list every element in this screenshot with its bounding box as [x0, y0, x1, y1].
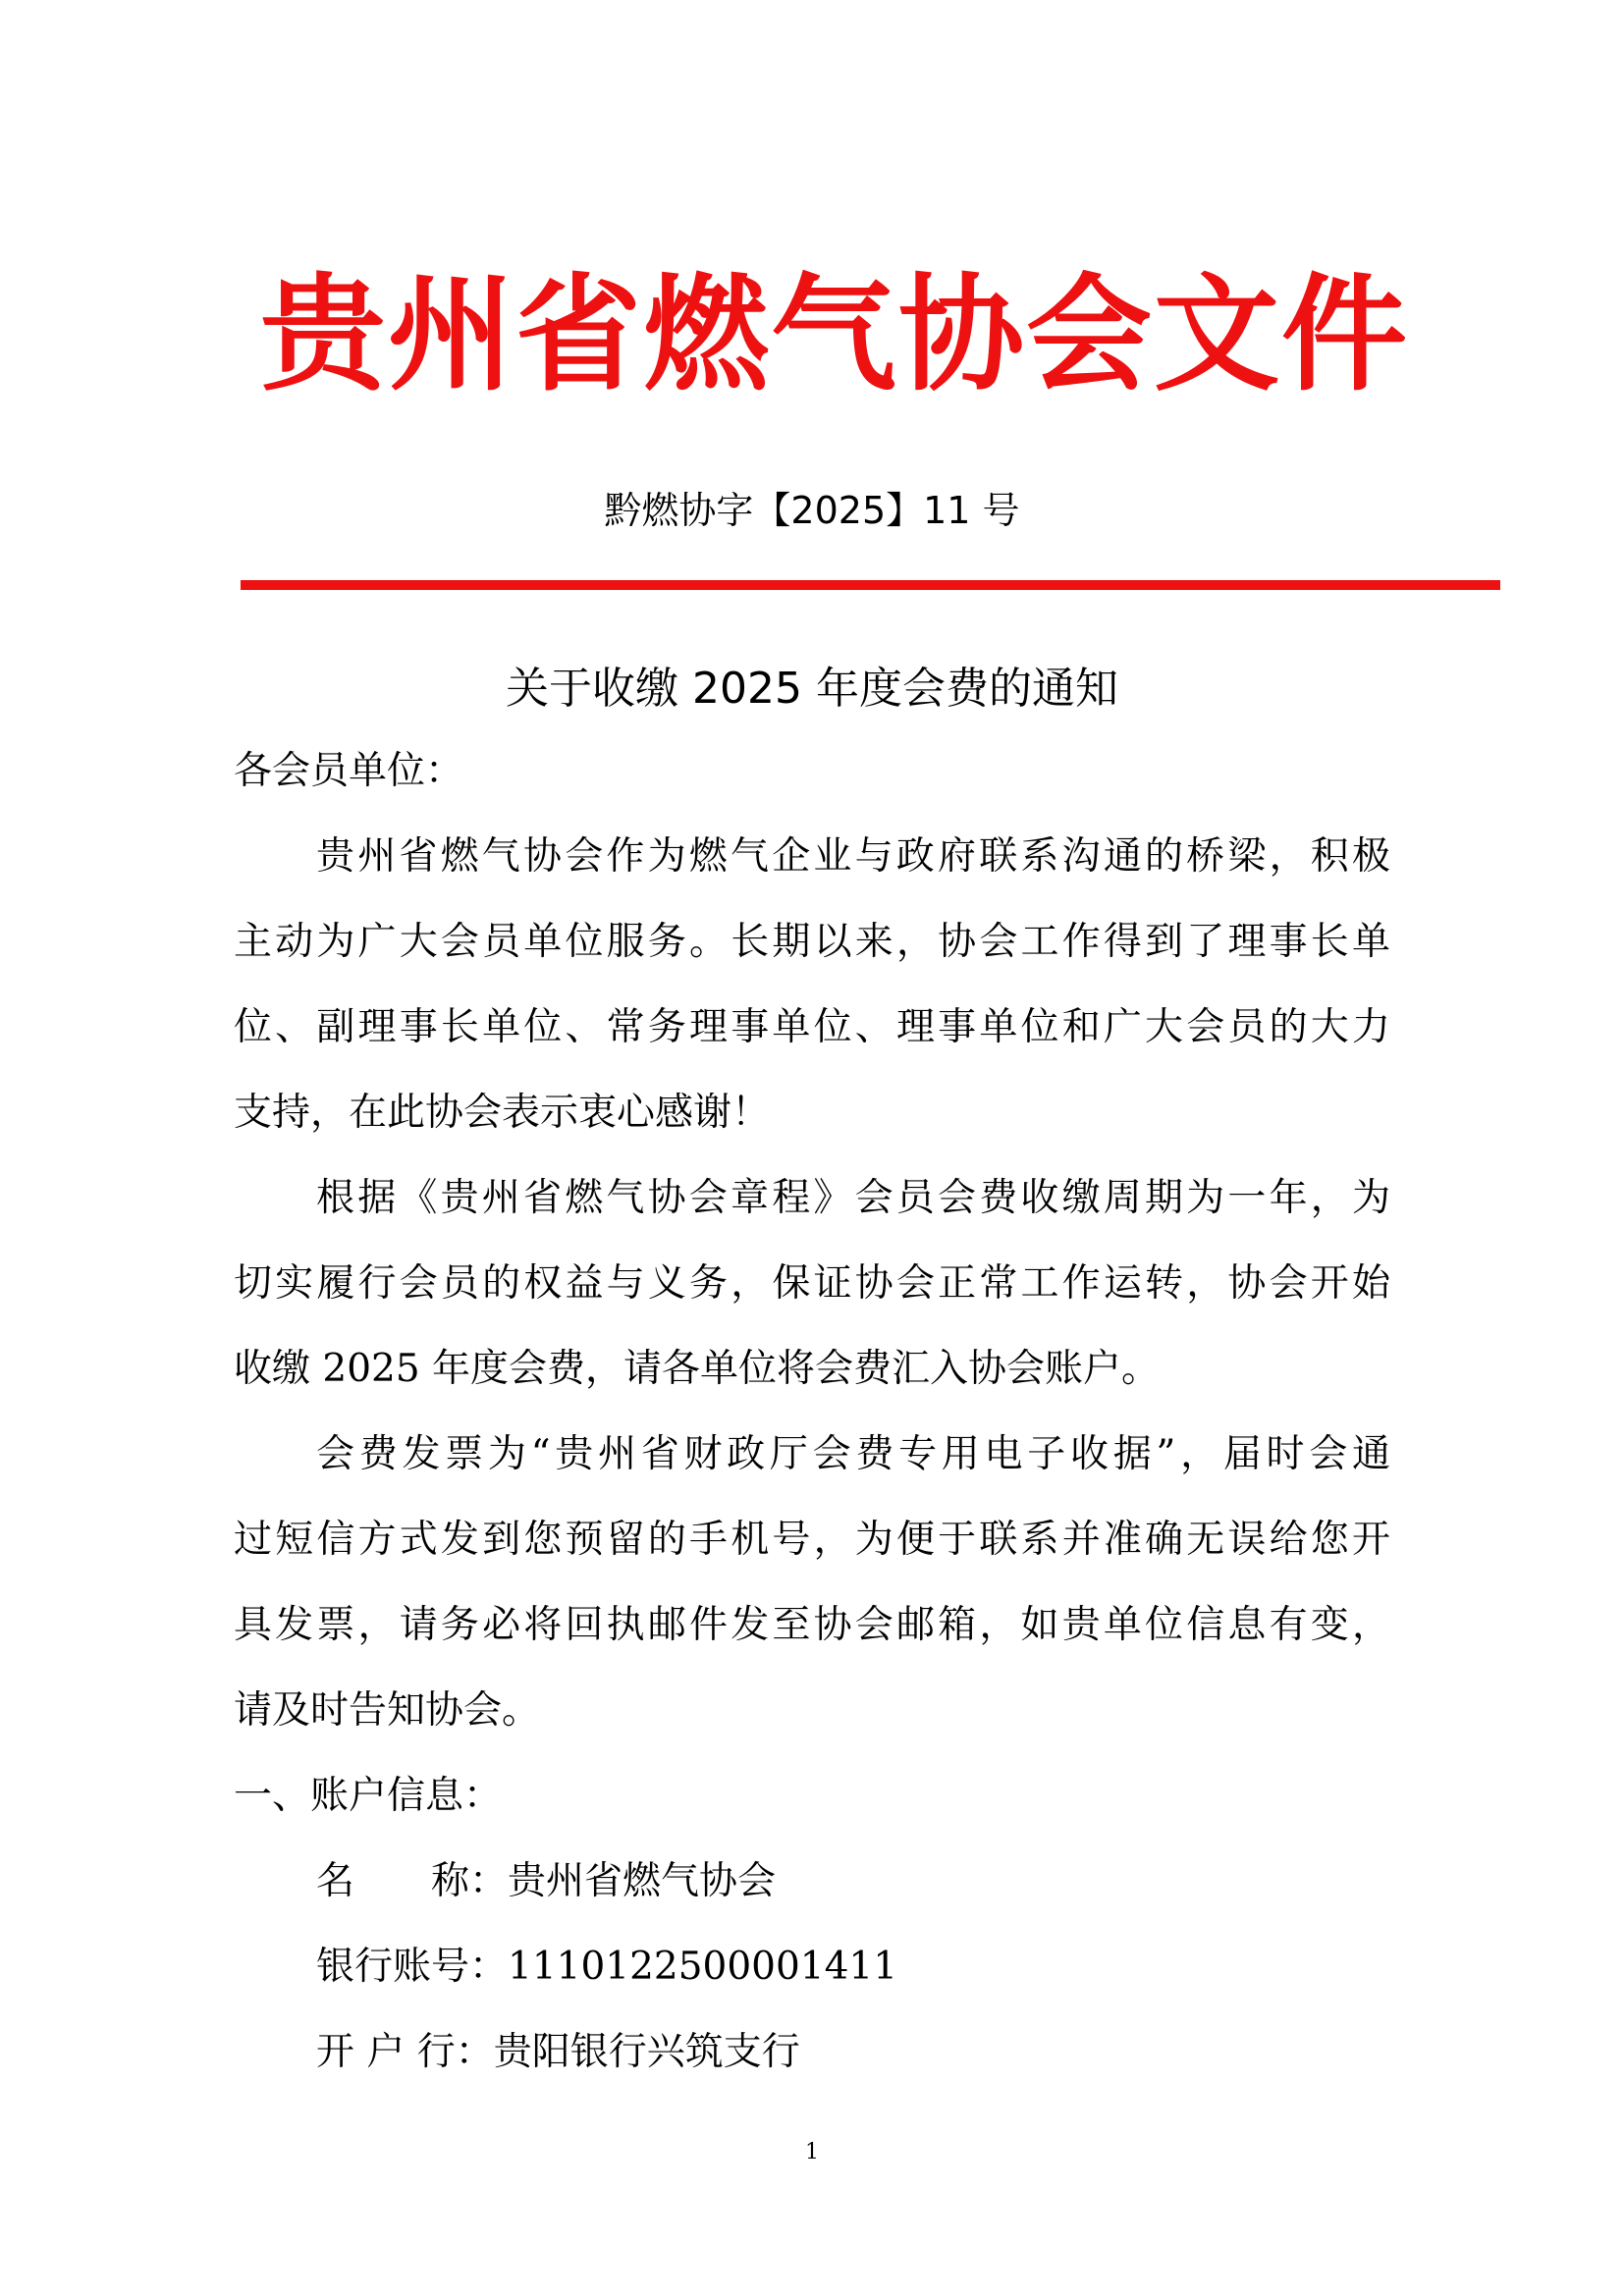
paragraph1-line1: 贵州省燃气协会作为燃气企业与政府联系沟通的桥梁，积极 [316, 834, 1390, 879]
account-name-value: 贵州省燃气协会 [508, 1859, 777, 1903]
account-bank-value: 贵阳银行兴筑支行 [493, 2030, 800, 2074]
account-name-row [316, 1854, 776, 1909]
account-name-label: 名 称： [316, 1859, 509, 1903]
salutation: 各会员单位： [234, 749, 464, 793]
account-number-value: 1110122500001411 [508, 1945, 898, 1989]
paragraph3-line1: 会费发票为“贵州省财政厅会费专用电子收据”，届时会通 [316, 1432, 1390, 1476]
paragraph2-line1: 根据《贵州省燃气协会章程》会员会费收缴周期为一年，为 [316, 1176, 1390, 1220]
section1-heading: 一、账户信息： [234, 1774, 503, 1818]
paragraph3-line4: 请及时告知协会。 [234, 1688, 541, 1733]
paragraph1-line2: 主动为广大会员单位服务。长期以来，协会工作得到了理事长单 [234, 920, 1390, 964]
account-number-row [316, 1940, 897, 1995]
masthead-title: 贵州省燃气协会文件 [259, 262, 1409, 408]
paragraph1-line3: 位、副理事长单位、常务理事单位、理事单位和广大会员的大力 [234, 1005, 1390, 1049]
paragraph2-line3: 收缴 2025 年度会费，请各单位将会费汇入协会账户。 [234, 1347, 1161, 1391]
paragraph3-line2: 过短信方式发到您预留的手机号，为便于联系并准确无误给您开 [234, 1518, 1390, 1562]
account-bank-label: 开 户 行： [316, 2030, 494, 2074]
paragraph2-line2: 切实履行会员的权益与义务，保证协会正常工作运转，协会开始 [234, 1261, 1390, 1306]
account-number-label: 银行账号： [316, 1945, 509, 1989]
document-number: 黔燃协字【2025】11 号 [604, 489, 1020, 532]
page-number: 1 [805, 2140, 819, 2164]
red-divider-rule [241, 580, 1500, 590]
account-bank-row [316, 2025, 800, 2080]
paragraph3-line3: 具发票，请务必将回执邮件发至协会邮箱，如贵单位信息有变， [234, 1603, 1390, 1647]
notice-title: 关于收缴 2025 年度会费的通知 [506, 664, 1118, 714]
paragraph1-line4: 支持，在此协会表示衷心感谢！ [234, 1091, 771, 1135]
